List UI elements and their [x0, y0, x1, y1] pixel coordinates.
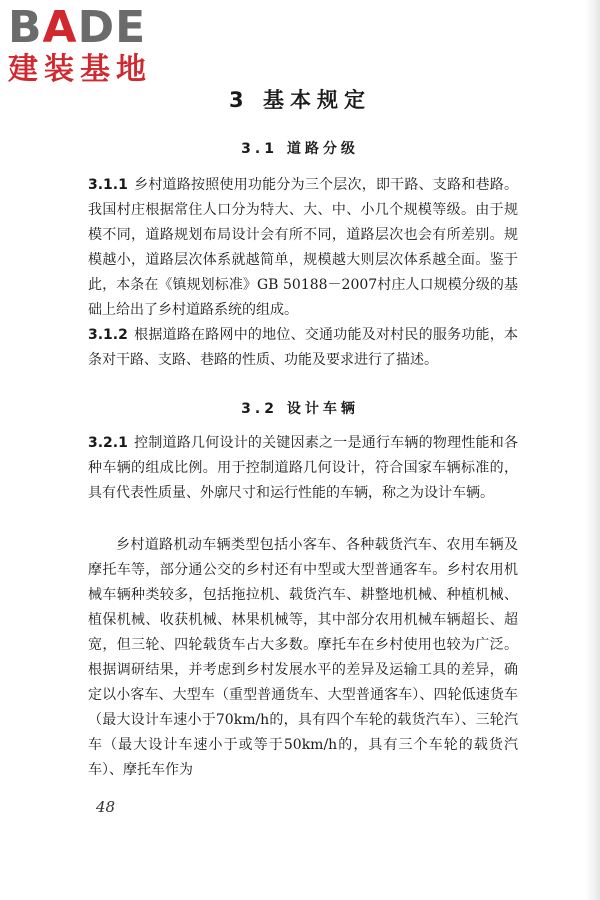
clause-3-1-1	[88, 173, 518, 323]
paragraph-vehicle-types	[88, 533, 518, 783]
clause-number: 3.1.2	[88, 327, 128, 343]
clause-3-1-2	[88, 323, 518, 373]
clause-number: 3.2.1	[88, 435, 128, 451]
clause-text: 乡村道路按照使用功能分为三个层次，即干路、支路和巷路。我国村庄根据常住人口分为特大、大、中、小几个规模等级。由于规模不同，道路规划布局设计会有所不同，道路层次也会有所差别。规模越小，道路层次体系就越简单，规模越大则层次体系越全面。鉴于此，本条在《镇规划标准》GB 50188－2007村庄人口规模分级的基础上给出了乡村道路系统的组成。	[88, 177, 518, 318]
brand-logo	[8, 2, 178, 88]
page-edge-shadow	[586, 0, 600, 900]
paragraph-text: 乡村道路机动车辆类型包括小客车、各种载货汽车、农用车辆及摩托车等，部分通公交的乡村还有中型或大型普通客车。乡村农用机械车辆种类较多，包括拖拉机、载货汽车、耕整地机械、种植机械、植保机械、收获机械、林果机械等，其中部分农用机械车辆超长、超宽，但三轮、四轮载货车占大多数。摩托车在乡村使用也较为广泛。根据调研结果，并考虑到乡村发展水平的差异及运输工具的差异，确定以小客车、大型车（重型普通货车、大型普通客车）、四轮低速货车（最大设计车速小于70km/h的，具有四个车轮的载货汽车）、三轮汽车（最大设计车速小于或等于50km/h的，具有三个车轮的载货汽车）、摩托车作为	[88, 537, 518, 778]
clause-3-2-1	[88, 431, 518, 506]
logo-wordmark: BADE	[8, 2, 147, 53]
section-title-3-2: 3.2 设计车辆	[241, 401, 359, 417]
logo-subtitle: 建装基地	[8, 52, 152, 87]
clause-text: 控制道路几何设计的关键因素之一是通行车辆的物理性能和各种车辆的组成比例。用于控制道路几何设计，符合国家车辆标准的，具有代表性质量、外廓尺寸和运行性能的车辆，称之为设计车辆。	[88, 435, 518, 501]
page-number: 48	[96, 798, 116, 816]
clause-text: 根据道路在路网中的地位、交通功能及对村民的服务功能，本条对干路、支路、巷路的性质、功能及要求进行了描述。	[88, 327, 518, 368]
clause-number: 3.1.1	[88, 177, 128, 193]
chapter-title: 3 基本规定	[229, 88, 371, 112]
section-title-3-1: 3.1 道路分级	[241, 141, 359, 157]
